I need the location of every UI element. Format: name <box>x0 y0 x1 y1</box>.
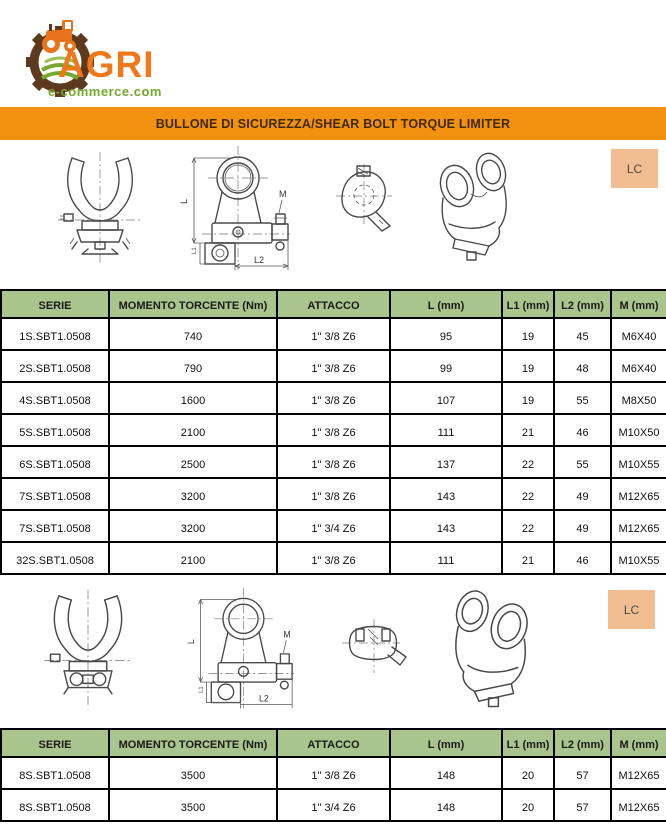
column-header: ATTACCO <box>277 290 390 318</box>
dim-label-l2: L2 <box>259 693 269 704</box>
table-row <box>1 382 666 414</box>
lc-series-badge <box>608 590 655 629</box>
table-cell: 1" 3/8 Z6 <box>277 542 390 574</box>
table-cell: 19 <box>502 318 554 350</box>
table-cell: 1S.SBT1.0508 <box>1 318 109 350</box>
page-title: BULLONE DI SICUREZZA/SHEAR BOLT TORQUE LIMITER <box>155 116 511 131</box>
column-header: L (mm) <box>390 290 502 318</box>
table-cell: 22 <box>502 478 554 510</box>
column-header: MOMENTO TORCENTE (Nm) <box>109 290 277 318</box>
dim-label-l1: L1 <box>192 247 198 254</box>
column-header: M (mm) <box>611 729 666 757</box>
table-cell: 8S.SBT1.0508 <box>1 757 109 789</box>
table-cell: 1" 3/8 Z6 <box>277 350 390 382</box>
shear-bolt-spec-table-1 <box>0 289 666 575</box>
table-cell: 790 <box>109 350 277 382</box>
technical-drawings-section-1 <box>0 140 666 289</box>
table-row <box>1 510 666 542</box>
table-row <box>1 350 666 382</box>
dim-label-l1: L1 <box>198 686 205 693</box>
dim-label-l: L <box>185 639 196 645</box>
table-cell: M6X40 <box>611 318 666 350</box>
drawing-side-view-dimensions <box>178 144 293 274</box>
table-cell: 55 <box>554 382 611 414</box>
dim-label-m: M <box>283 629 291 640</box>
drawing-yoke-front-view <box>38 587 138 711</box>
table-cell: 148 <box>390 789 502 821</box>
drawing-isometric-view <box>440 583 548 713</box>
table-cell: 111 <box>390 414 502 446</box>
drawing-profile-view <box>332 162 398 244</box>
dim-label-l: L <box>179 198 189 204</box>
table-cell: 740 <box>109 318 277 350</box>
table-cell: M12X65 <box>611 510 666 542</box>
table-cell: 1" 3/4 Z6 <box>277 789 390 821</box>
table-header-row <box>1 729 666 757</box>
lc-series-badge <box>611 149 658 188</box>
table-cell: 143 <box>390 478 502 510</box>
drawing-yoke-front-view <box>52 150 148 268</box>
column-header: L1 (mm) <box>502 290 554 318</box>
column-header: M (mm) <box>611 290 666 318</box>
table-cell: 7S.SBT1.0508 <box>1 510 109 542</box>
logo-brand-text: AGRI <box>58 44 155 85</box>
drawing-profile-view <box>340 617 412 675</box>
table-cell: M12X65 <box>611 789 666 821</box>
table-cell: 2500 <box>109 446 277 478</box>
table-cell: 57 <box>554 757 611 789</box>
table-cell: 6S.SBT1.0508 <box>1 446 109 478</box>
table-row <box>1 414 666 446</box>
drawing-side-view-dimensions <box>185 583 297 715</box>
table-cell: 2100 <box>109 414 277 446</box>
table-cell: M6X40 <box>611 350 666 382</box>
column-header: L2 (mm) <box>554 290 611 318</box>
table-cell: M12X65 <box>611 757 666 789</box>
table-cell: 45 <box>554 318 611 350</box>
table-cell: 3500 <box>109 757 277 789</box>
table-cell: 3200 <box>109 510 277 542</box>
table-cell: 1" 3/8 Z6 <box>277 446 390 478</box>
table-cell: 49 <box>554 478 611 510</box>
table-cell: 22 <box>502 446 554 478</box>
table-cell: 32S.SBT1.0508 <box>1 542 109 574</box>
table-cell: 2S.SBT1.0508 <box>1 350 109 382</box>
table-cell: 3200 <box>109 478 277 510</box>
table-cell: 49 <box>554 510 611 542</box>
column-header: L2 (mm) <box>554 729 611 757</box>
table-cell: 8S.SBT1.0508 <box>1 789 109 821</box>
table-cell: M10X55 <box>611 542 666 574</box>
table-cell: 1" 3/8 Z6 <box>277 478 390 510</box>
table-cell: M10X55 <box>611 446 666 478</box>
column-header: L1 (mm) <box>502 729 554 757</box>
table-cell: 1600 <box>109 382 277 414</box>
table-cell: 55 <box>554 446 611 478</box>
lc-badge-label: LC <box>626 161 643 176</box>
table-cell: 1" 3/8 Z6 <box>277 382 390 414</box>
drawing-isometric-view <box>425 146 517 266</box>
table-cell: 1" 3/4 Z6 <box>277 510 390 542</box>
table-cell: 46 <box>554 414 611 446</box>
table-cell: 57 <box>554 789 611 821</box>
table-cell: 48 <box>554 350 611 382</box>
table-cell: M12X65 <box>611 478 666 510</box>
table-header-row <box>1 290 666 318</box>
title-banner <box>0 107 666 140</box>
lc-badge-label: LC <box>623 602 640 617</box>
table-cell: 95 <box>390 318 502 350</box>
table-cell: 20 <box>502 789 554 821</box>
table-cell: 4S.SBT1.0508 <box>1 382 109 414</box>
table-cell: 7S.SBT1.0508 <box>1 478 109 510</box>
table-cell: M10X50 <box>611 414 666 446</box>
dim-label-l2: L2 <box>254 255 265 265</box>
column-header: L (mm) <box>390 729 502 757</box>
technical-drawings-section-2 <box>0 575 666 728</box>
table-row <box>1 789 666 821</box>
table-cell: 20 <box>502 757 554 789</box>
table-cell: 3500 <box>109 789 277 821</box>
table-cell: 19 <box>502 382 554 414</box>
table-cell: 21 <box>502 542 554 574</box>
table-cell: 1" 3/8 Z6 <box>277 757 390 789</box>
table-cell: 19 <box>502 350 554 382</box>
table-cell: 46 <box>554 542 611 574</box>
column-header: MOMENTO TORCENTE (Nm) <box>109 729 277 757</box>
shear-bolt-spec-table-2 <box>0 728 666 822</box>
column-header: ATTACCO <box>277 729 390 757</box>
column-header: SERIE <box>1 729 109 757</box>
table-row <box>1 542 666 574</box>
table-row <box>1 478 666 510</box>
column-header: SERIE <box>1 290 109 318</box>
table-cell: 1" 3/8 Z6 <box>277 318 390 350</box>
table-row <box>1 446 666 478</box>
table-cell: 143 <box>390 510 502 542</box>
table-row <box>1 318 666 350</box>
table-cell: 137 <box>390 446 502 478</box>
logo-domain-text: e-commerce.com <box>48 84 162 99</box>
page-header <box>0 0 666 107</box>
table-cell: 5S.SBT1.0508 <box>1 414 109 446</box>
table-row <box>1 757 666 789</box>
table-cell: 1" 3/8 Z6 <box>277 414 390 446</box>
table-cell: 22 <box>502 510 554 542</box>
table-cell: 107 <box>390 382 502 414</box>
table-cell: 111 <box>390 542 502 574</box>
table-cell: M8X50 <box>611 382 666 414</box>
table-cell: 148 <box>390 757 502 789</box>
table-cell: 2100 <box>109 542 277 574</box>
table-cell: 99 <box>390 350 502 382</box>
table-cell: 21 <box>502 414 554 446</box>
dim-label-m: M <box>279 189 287 199</box>
agri-ecommerce-logo <box>18 10 168 102</box>
